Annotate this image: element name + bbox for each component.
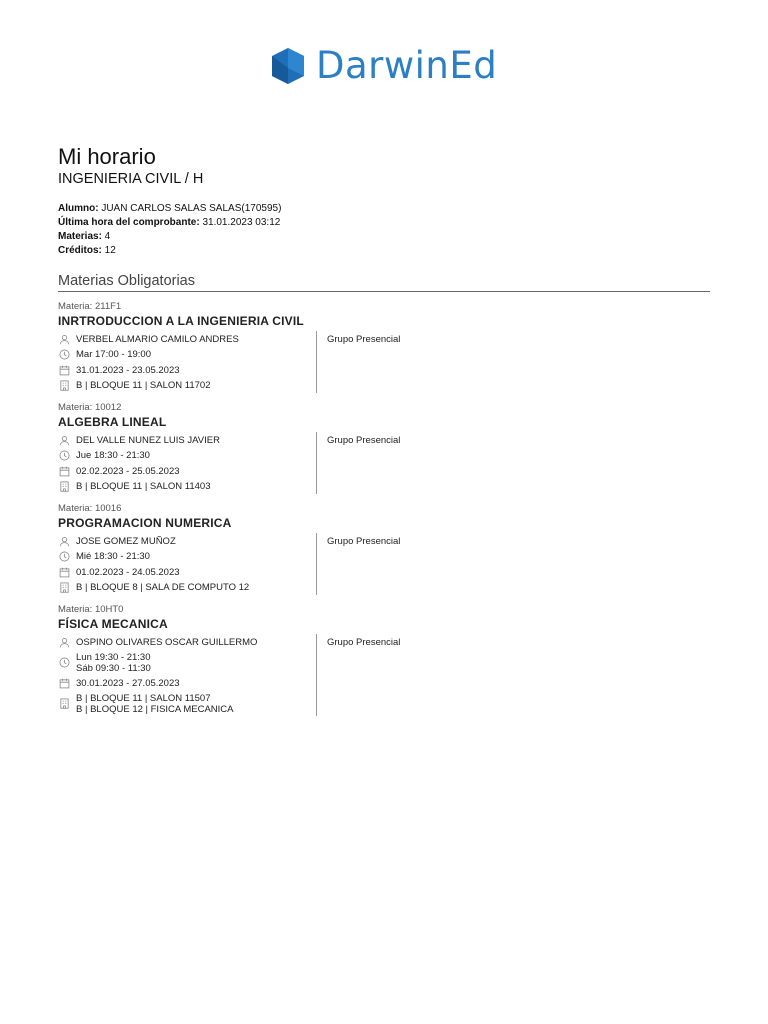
schedule-line: Sáb 09:30 - 11:30 bbox=[76, 662, 151, 674]
teacher-row bbox=[58, 331, 316, 347]
course-details bbox=[58, 432, 317, 494]
section-title: Materias Obligatorias bbox=[58, 273, 710, 292]
schedule-text bbox=[76, 349, 151, 360]
room-line: B | BLOQUE 11 | SALON 11702 bbox=[76, 380, 211, 391]
schedule-row bbox=[58, 347, 316, 363]
dates-row bbox=[58, 362, 316, 378]
schedule-row bbox=[58, 549, 316, 565]
student-row bbox=[58, 202, 281, 216]
course-code: Materia: 10HT0 bbox=[58, 604, 124, 615]
dates-row bbox=[58, 564, 316, 580]
schedule-text bbox=[76, 652, 151, 674]
schedule-row bbox=[58, 448, 316, 464]
credits-row bbox=[58, 244, 281, 258]
calendar-icon bbox=[58, 566, 70, 578]
user-icon bbox=[58, 333, 70, 345]
group-label: Grupo Presencial bbox=[327, 334, 401, 345]
room-line: B | BLOQUE 12 | FISICA MECANICA bbox=[76, 703, 234, 715]
dates-text: 01.02.2023 - 24.05.2023 bbox=[76, 566, 180, 578]
teacher-row bbox=[58, 432, 316, 448]
clock-icon bbox=[58, 551, 70, 563]
last-time-row bbox=[58, 216, 281, 230]
group-label: Grupo Presencial bbox=[327, 435, 401, 446]
course-name: PROGRAMACION NUMERICA bbox=[58, 516, 232, 530]
course-details bbox=[58, 533, 317, 595]
course-body bbox=[58, 533, 710, 595]
building-icon bbox=[58, 582, 70, 594]
course-card bbox=[58, 604, 710, 716]
dates-text: 31.01.2023 - 23.05.2023 bbox=[76, 364, 180, 376]
brand-name: DarwinEd bbox=[316, 44, 498, 87]
calendar-icon bbox=[58, 364, 70, 376]
course-code: Materia: 10016 bbox=[58, 503, 122, 514]
calendar-icon bbox=[58, 465, 70, 477]
subjects-label: Materias: bbox=[58, 231, 102, 242]
building-icon bbox=[58, 698, 70, 710]
credits-label: Créditos: bbox=[58, 245, 102, 256]
course-code: Materia: 10012 bbox=[58, 402, 122, 413]
user-icon bbox=[58, 434, 70, 446]
user-icon bbox=[58, 535, 70, 547]
course-name: ALGEBRA LINEAL bbox=[58, 415, 167, 429]
building-icon bbox=[58, 380, 70, 392]
room-text bbox=[76, 481, 210, 492]
course-code: Materia: 211F1 bbox=[58, 301, 122, 312]
room-text bbox=[76, 582, 249, 593]
calendar-icon bbox=[58, 677, 70, 689]
schedule-line: Jue 18:30 - 21:30 bbox=[76, 450, 150, 461]
teacher-row bbox=[58, 533, 316, 549]
course-card bbox=[58, 301, 710, 393]
teacher-name: DEL VALLE NUNEZ LUIS JAVIER bbox=[76, 434, 220, 446]
last-time-label: Última hora del comprobante: bbox=[58, 217, 200, 228]
last-time-value: 31.01.2023 03:12 bbox=[199, 217, 281, 228]
course-details bbox=[58, 331, 317, 393]
student-label: Alumno: bbox=[58, 203, 99, 214]
room-line: B | BLOQUE 11 | SALON 11507 bbox=[76, 692, 211, 704]
user-icon bbox=[58, 636, 70, 648]
schedule-row bbox=[58, 650, 316, 676]
schedule-text bbox=[76, 450, 150, 461]
credits-value: 12 bbox=[101, 245, 116, 256]
subjects-value: 4 bbox=[101, 231, 111, 242]
clock-icon bbox=[58, 450, 70, 462]
dates-text: 30.01.2023 - 27.05.2023 bbox=[76, 677, 180, 689]
course-card bbox=[58, 503, 710, 595]
building-icon bbox=[58, 481, 70, 493]
clock-icon bbox=[58, 349, 70, 361]
teacher-row bbox=[58, 634, 316, 650]
course-body bbox=[58, 432, 710, 494]
course-card bbox=[58, 402, 710, 494]
course-name: INRTRODUCCION A LA INGENIERIA CIVIL bbox=[58, 314, 304, 328]
subjects-row bbox=[58, 230, 281, 244]
program-subtitle: INGENIERIA CIVIL / H bbox=[58, 171, 204, 187]
page-title: Mi horario bbox=[58, 144, 156, 169]
schedule-line: Lun 19:30 - 21:30 bbox=[76, 651, 151, 663]
teacher-name: VERBEL ALMARIO CAMILO ANDRES bbox=[76, 333, 239, 345]
dates-text: 02.02.2023 - 25.05.2023 bbox=[76, 465, 180, 477]
room-row bbox=[58, 479, 316, 495]
schedule-line: Mar 17:00 - 19:00 bbox=[76, 349, 151, 360]
schedule-text bbox=[76, 551, 150, 562]
room-line: B | BLOQUE 11 | SALON 11403 bbox=[76, 481, 211, 492]
group-label: Grupo Presencial bbox=[327, 637, 401, 648]
teacher-name: JOSE GOMEZ MUÑOZ bbox=[76, 535, 176, 547]
group-label: Grupo Presencial bbox=[327, 536, 401, 547]
course-details bbox=[58, 634, 317, 716]
room-text bbox=[76, 693, 234, 715]
clock-icon bbox=[58, 657, 70, 669]
course-body bbox=[58, 634, 710, 716]
room-row bbox=[58, 691, 316, 717]
course-body bbox=[58, 331, 710, 393]
student-value: JUAN CARLOS SALAS SALAS(170595) bbox=[98, 203, 282, 214]
room-row bbox=[58, 580, 316, 596]
schedule-line: Mié 18:30 - 21:30 bbox=[76, 551, 150, 562]
room-text bbox=[76, 380, 210, 391]
course-name: FÍSICA MECANICA bbox=[58, 617, 168, 631]
teacher-name: OSPINO OLIVARES OSCAR GUILLERMO bbox=[76, 636, 258, 648]
room-line: B | BLOQUE 8 | SALA DE COMPUTO 12 bbox=[76, 582, 250, 593]
dates-row bbox=[58, 463, 316, 479]
dates-row bbox=[58, 675, 316, 691]
student-meta bbox=[58, 202, 281, 258]
room-row bbox=[58, 378, 316, 394]
brand-logo bbox=[268, 44, 508, 88]
darwined-logo-icon bbox=[268, 46, 308, 86]
